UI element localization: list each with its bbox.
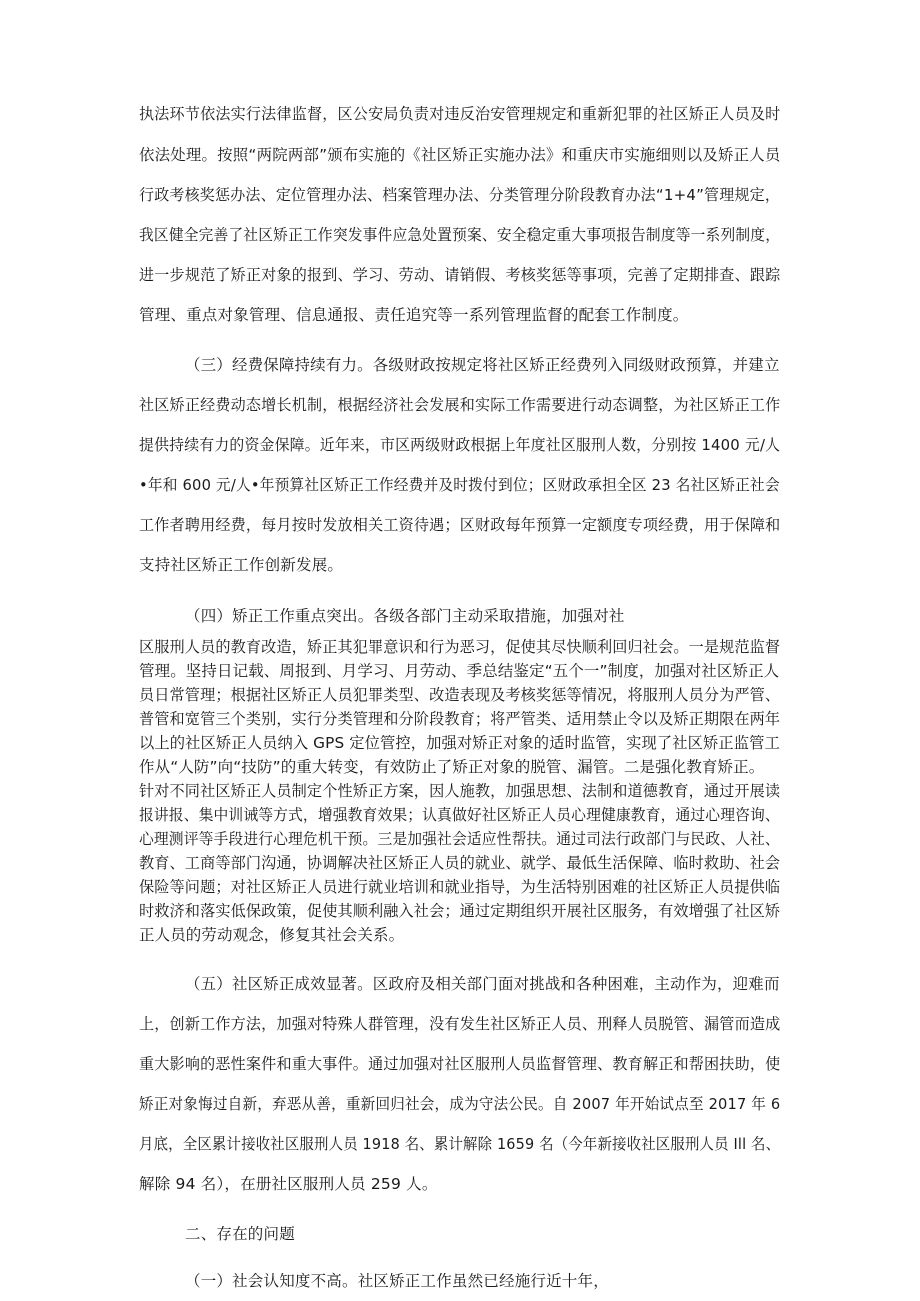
paragraph-line: 月底，全区累计接收社区服刑人员 1918 名、累计解除 1659 名（今年新接收社区服刑人员 Ill 名、 — [139, 1135, 781, 1153]
paragraph-line: 报讲报、集中训诫等方式，增强教育效果；认真做好社区矫正人员心理健康教育，通过心理咨询、 — [139, 806, 780, 824]
paragraph-line: 工作者聘用经费，每月按时发放相关工资待遇；区财政每年预算一定额度专项经费，用于保障和 — [139, 516, 781, 534]
paragraph-line: 上，创新工作方法，加强对特殊人群管理，没有发生社区矫正人员、刑释人员脱管、漏管而造成 — [139, 1015, 781, 1033]
section-heading: 二、存在的问题 — [185, 1225, 295, 1243]
paragraph-line: 正人员的劳动观念，修复其社会关系。 — [139, 926, 405, 944]
paragraph-line: •年和 600 元/人•年预算社区矫正工作经费并及时拨付到位；区财政承担全区 23 名社区矫正社会 — [139, 476, 780, 494]
paragraph-line: 重大影响的恶性案件和重大事件。通过加强对社区服刑人员监督管理、教育解正和帮困扶助，使 — [139, 1055, 781, 1073]
paragraph-line: 普管和宽管三个类别，实行分类管理和分阶段教育；将严管类、适用禁止令以及矫正期限在两年 — [139, 710, 781, 728]
paragraph-line: 提供持续有力的资金保障。近年来，市区两级财政根据上年度社区服刑人数，分别按 1400 元/人 — [139, 436, 781, 454]
paragraph-line: 进一步规范了矫正对象的报到、学习、劳动、请销假、考核奖惩等事项，完善了定期排查、跟踪 — [139, 266, 781, 284]
paragraph-line: 员日常管理；根据社区矫正人员犯罪类型、改造表现及考核奖惩等情况，将服刑人员分为严管、 — [139, 686, 781, 704]
paragraph-line: 以上的社区矫正人员纳入 GPS 定位管控，加强对矫正对象的适时监管，实现了社区矫正监管工 — [139, 734, 780, 752]
paragraph-line: 执法环节依法实行法律监督，区公安局负责对违反治安管理规定和重新犯罪的社区矫正人员及时 — [139, 105, 781, 123]
paragraph-line: （三）经费保障持续有力。各级财政按规定将社区矫正经费列入同级财政预算，并建立 — [185, 356, 780, 374]
paragraph-line: 矫正对象悔过自新，弃恶从善，重新回归社会，成为守法公民。自 2007 年开始试点至 2017 年 6 — [139, 1095, 781, 1113]
paragraph-line: 教育、工商等部门沟通，协调解决社区矫正人员的就业、就学、最低生活保障、临时救助、社会 — [139, 854, 781, 872]
paragraph-line: 保险等问题；对社区矫正人员进行就业培训和就业指导，为生活特别困难的社区矫正人员提供临 — [139, 878, 781, 896]
paragraph-line: 支持社区矫正工作创新发展。 — [139, 556, 344, 574]
paragraph-line: （五）社区矫正成效显著。区政府及相关部门面对挑战和各种困难，主动作为，迎难而 — [185, 975, 780, 993]
paragraph-line: 行政考核奖惩办法、定位管理办法、档案管理办法、分类管理分阶段教育办法“1+4”管理规定， — [139, 186, 781, 204]
paragraph-line: 我区健全完善了社区矫正工作突发事件应急处置预案、安全稳定重大事项报告制度等一系列制度， — [139, 226, 781, 244]
paragraph-line: 管理、重点对象管理、信息通报、责任追究等一系列管理监督的配套工作制度。 — [139, 306, 689, 324]
paragraph-line: 心理测评等手段进行心理危机干预。三是加强社会适应性帮扶。通过司法行政部门与民政、人社、 — [139, 830, 780, 848]
paragraph-line: 依法处理。按照“两院两部”颁布实施的《社区矫正实施办法》和重庆市实施细则以及矫正人员 — [139, 146, 781, 164]
paragraph-line: 管理。坚持日记载、周报到、月学习、月劳动、季总结鉴定“五个一”制度，加强对社区矫正人 — [139, 662, 780, 680]
paragraph-line: 社区矫正经费动态增长机制，根据经济社会发展和实际工作需要进行动态调整，为社区矫正工作 — [139, 396, 781, 414]
paragraph-line: （一）社会认知度不高。社区矫正工作虽然已经施行近十年， — [185, 1272, 609, 1290]
paragraph-line: （四）矫正工作重点突出。各级各部门主动采取措施，加强对社 — [185, 607, 625, 625]
paragraph-line: 针对不同社区矫正人员制定个性矫正方案，因人施教，加强思想、法制和道德教育，通过开展读 — [139, 782, 781, 800]
paragraph-line: 区服刑人员的教育改造，矫正其犯罪意识和行为恶习，促使其尽快顺利回归社会。一是规范监督 — [139, 638, 781, 656]
paragraph-line: 作从“人防”向“技防”的重大转变，有效防止了矫正对象的脱管、漏管。二是强化教育矫正。 — [139, 758, 765, 776]
paragraph-line: 时救济和落实低保政策，促使其顺利融入社会；通过定期组织开展社区服务，有效增强了社区矫 — [139, 902, 781, 920]
paragraph-line: 解除 94 名），在册社区服刑人员 259 人。 — [139, 1175, 438, 1193]
